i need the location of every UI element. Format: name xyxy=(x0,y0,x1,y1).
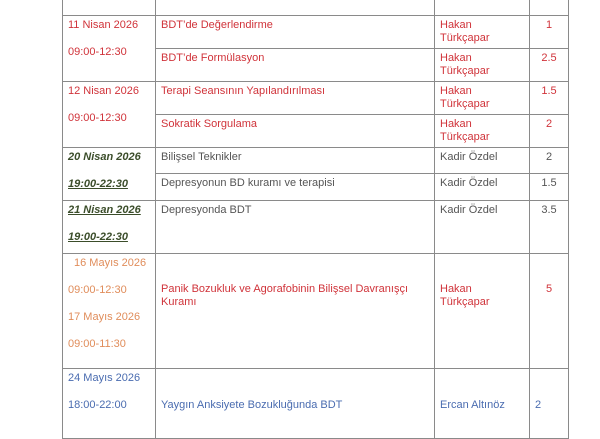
topic: Panik Bozukluk ve Agorafobinin Bilişsel Davranışçı Kuramı xyxy=(156,254,435,369)
topic: BDT’de Formülasyon xyxy=(156,49,435,82)
lecturer: Hakan Türkçapar xyxy=(435,115,530,148)
table-row xyxy=(63,16,569,49)
hours: 1 xyxy=(530,16,569,49)
time: 19:00-22:30 xyxy=(68,178,128,190)
table-row xyxy=(63,201,569,254)
topic: BDT’de Değerlendirme xyxy=(156,16,435,49)
hours: 2 xyxy=(530,148,569,174)
date-cell xyxy=(63,148,156,201)
topic: Terapi Seansının Yapılandırılması xyxy=(156,82,435,115)
hours: 2 xyxy=(530,115,569,148)
table-row xyxy=(63,369,569,439)
date-cell xyxy=(63,254,156,369)
date-cell xyxy=(63,369,156,439)
time: 09:00-11:30 xyxy=(68,338,126,350)
date-cell xyxy=(63,16,156,82)
date: 16 Mayıs 2026 xyxy=(74,257,147,269)
lecturer: Ercan Altınöz xyxy=(435,369,530,439)
topic: Yaygın Anksiyete Bozukluğunda BDT xyxy=(156,369,435,439)
table-row xyxy=(63,82,569,115)
date: 11 Nisan 2026 xyxy=(68,19,139,31)
time: 18:00-22:00 xyxy=(68,399,127,411)
lecturer: Hakan Türkçapar xyxy=(435,254,530,369)
date: 21 Nisan 2026 xyxy=(68,204,141,216)
lecturer: Hakan Türkçapar xyxy=(435,16,530,49)
topic: Depresyonda BDT xyxy=(156,201,435,254)
table-row xyxy=(63,148,569,174)
time: 09:00-12:30 xyxy=(68,284,127,296)
hours: 5 xyxy=(530,254,569,369)
hours: 2.5 xyxy=(530,49,569,82)
date-cell xyxy=(63,201,156,254)
date: 12 Nisan 2026 xyxy=(68,85,139,97)
time: 09:00-12:30 xyxy=(68,112,127,124)
date: 17 Mayıs 2026 xyxy=(68,311,141,323)
lecturer: Hakan Türkçapar xyxy=(435,49,530,82)
header-row xyxy=(63,0,569,16)
table-row xyxy=(63,254,569,369)
hours: 1.5 xyxy=(530,174,569,201)
lecturer: Kadir Özdel xyxy=(435,174,530,201)
lecturer: Hakan Türkçapar xyxy=(435,82,530,115)
time: 19:00-22:30 xyxy=(68,231,128,243)
hours: 1.5 xyxy=(530,82,569,115)
date-cell xyxy=(63,82,156,148)
hours: 3.5 xyxy=(530,201,569,254)
lecturer: Kadir Özdel xyxy=(435,201,530,254)
schedule-table xyxy=(62,0,569,439)
lecturer: Kadir Özdel xyxy=(435,148,530,174)
topic: Sokratik Sorgulama xyxy=(156,115,435,148)
topic: Depresyonun BD kuramı ve terapisi xyxy=(156,174,435,201)
hours: 2 xyxy=(530,369,569,439)
topic: Bilişsel Teknikler xyxy=(156,148,435,174)
time: 09:00-12:30 xyxy=(68,46,127,58)
date: 20 Nisan 2026 xyxy=(68,151,141,163)
date: 24 Mayıs 2026 xyxy=(68,372,141,384)
